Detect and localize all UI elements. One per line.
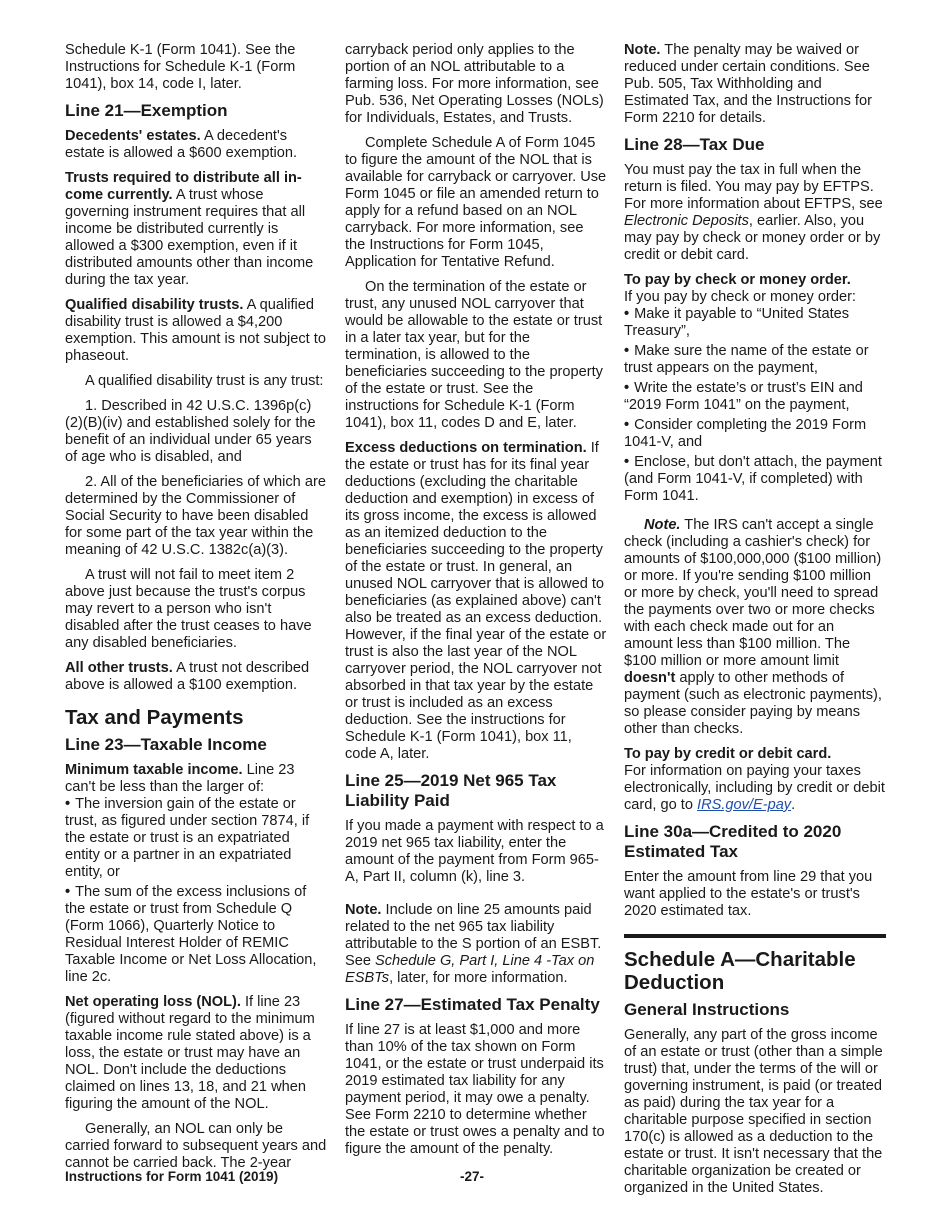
minimum-income-text: Line 23 can't be less than the larger of: [65,762,295,795]
check-bullet-1: • Make it payable to “United States Treasury”, [624,306,886,340]
heading-line-21: Line 21—Exemption [65,101,228,120]
nol-paragraph [65,994,327,1113]
excess-deductions-text: If the estate or trust has for its final year deductions (excluding the charitable deduction and exemption) in excess of its gross income, the excess is allowed as an itemized deduction to the beneficiaries succeeding to the property of the estate or trust. In general, an unused NOL carryover that is allowed to beneficiaries (as explained above) can't also be treated as an excess deduction. However, if the final year of the estate or trust is also the last year of the NOL carryover period, the NOL carryover not absorbed in that tax year by the estate or trust is included as an excess deduction. See the instructions for Schedule K-1 (Form 1041), box 11, code A, later. [345,440,607,762]
tax-due-reference: Electronic Deposits [624,213,749,229]
check-bullet-5: • Enclose, but don't attach, the payment (and Form 1041-V, if completed) with Form 1041. [624,454,886,505]
irs-note-lead: Note. [644,517,681,533]
other-trusts-text: A trust not described above is allowed a $100 exemption. [65,660,310,693]
card-heading: To pay by credit or debit card. [624,746,832,762]
irs-note [624,517,886,738]
line-25-note-lead: Note. [345,902,382,918]
heading-line-27: Line 27—Estimated Tax Penalty [345,995,600,1014]
qdt-item-1: 1. Described in 42 U.S.C. 1396p(c)(2)(B)(iv) and established solely for the benefit of an individual under 65 years of age who is disabled, and [65,398,316,465]
qdt-lead: Qualified disability trusts. [65,297,244,313]
heading-line-25: Line 25—2019 Net 965 Tax Liability Paid [345,771,557,810]
other-trusts-lead: All other trusts. [65,660,173,676]
irs-note-bold: doesn't [624,670,676,686]
nol-carry-paragraph: Generally, an NOL can only be carried forward to subsequent years and cannot be carried back. The 2-year [65,1121,327,1171]
qdt-item-2: 2. All of the beneficiaries of which are determined by the Commissioner of Social Security to have been disabled for some part of the tax year within the meaning of 42 U.S.C. 1382c(a)(3). [65,474,326,558]
page-number: -27- [460,1169,485,1184]
nol-text: If line 23 (figured without regard to the minimum taxable income rule stated above) is a loss, the estate or trust may have an NOL. Don't include the deductions claimed on lines 13, 18, and 21 when figuring the amount of the NOL. [65,994,315,1112]
heading-line-28: Line 28—Tax Due [624,135,765,154]
qdt-any-paragraph: A qualified disability trust is any trust: [85,373,324,389]
line-25-note-text-1: Include on line 25 amounts paid related to the net 965 tax liability attributable to the S portion of an ESBT. See [345,902,602,969]
penalty-note-text: The penalty may be waived or reduced under certain conditions. See Pub. 505, Tax Withholding and Estimated Tax, and the Instructions for Form 2210 for details. [624,42,872,126]
intro-paragraph: Schedule K-1 (Form 1041). See the Instructions for Schedule K-1 (Form 1041), box 14, code I, later. [65,42,296,92]
qdt-text: A qualified disability trust is allowed a $4,200 exemption. This amount is not subject to phaseout. [65,297,326,364]
heading-general-instructions: General Instructions [624,1000,790,1019]
qdt-paragraph [65,297,327,365]
line-30a-paragraph: Enter the amount from line 29 that you want applied to the estate's or trust's 2020 estimated tax. [624,869,873,919]
column-3 [624,42,886,1205]
carryback-paragraph: carryback period only applies to the portion of an NOL attributable to a farming loss. For more information, see Pub. 536, Net Operating Losses (NOLs) for Individuals, Estates, and Trusts. [345,42,604,126]
card-text: For information on paying your taxes electronically, including by credit or debit card, go to [624,763,885,813]
trusts-required-paragraph [65,170,327,289]
column-2 [345,42,607,1166]
line-25-paragraph: If you made a payment with respect to a 2019 net 965 tax liability, enter the amount of the payment from Form 965-A, Part II, column (k), line 3. [345,818,604,885]
check-bullet-4: • Consider completing the 2019 Form 1041-V, and [624,417,886,451]
check-heading: To pay by check or money order. [624,272,851,288]
heading-line-30a: Line 30a—Credited to 2020 Estimated Tax [624,822,842,861]
check-bullet-2: • Make sure the name of the estate or trust appears on the payment, [624,343,886,377]
check-bullet-3: • Write the estate’s or trust’s EIN and “2019 Form 1041” on the payment, [624,380,886,414]
tax-due-paragraph [624,162,886,264]
line-25-note-text-2: , later, for more information. [389,970,568,986]
tax-due-text-2: , earlier. Also, you may pay by check or money order or by credit or debit card. [624,213,881,263]
penalty-note-lead: Note. [624,42,661,58]
epay-link[interactable]: IRS.gov/E-pay [697,797,792,813]
tax-due-text-1: You must pay the tax in full when the return is filed. You may pay by EFTPS. For more information about EFTPS, see [624,162,883,212]
decedents-text: A decedent's estate is allowed a $600 exemption. [65,128,298,161]
decedents-paragraph [65,128,327,162]
nol-lead: Net operating loss (NOL). [65,994,241,1010]
qdt-fail-paragraph: A trust will not fail to meet item 2 above just because the trust's corpus may revert to a person who isn't disabled after the trust ceases to have any disabled beneficiaries. [65,567,312,651]
heading-line-23: Line 23—Taxable Income [65,735,267,754]
section-divider [624,934,886,938]
line-27-paragraph: If line 27 is at least $1,000 and more than 10% of the tax shown on Form 1041, or the estate or trust underpaid its 2019 estimated tax liability for any payment period, it may owe a penalty. See Form 2210 to determine whether the estate or trust owes a penalty and to figure the amount of the penalty. [345,1022,605,1157]
irs-note-text-2: apply to other methods of payment (such as electronic payments), so please consider paying by means other than checks. [624,670,882,737]
minimum-income-paragraph [65,762,327,796]
other-trusts-paragraph [65,660,327,694]
column-1 [65,42,327,1180]
card-paragraph [624,763,886,814]
heading-tax-and-payments: Tax and Payments [65,706,244,729]
excess-deductions-lead: Excess deductions on termination. [345,440,587,456]
line-25-note-reference: Schedule G, Part I, Line 4 -Tax on ESBTs [345,953,595,986]
general-instructions-paragraph: Generally, any part of the gross income of an estate or trust (other than a simple trust) that, under the terms of the will or governing instrument, is paid (or treated as paid) during the tax year for a charitable purpose specified in section 170(c) is allowed as a deduction to the estate or trust. It isn't necessary that the charitable organization be created or organized in the United States. [624,1027,883,1196]
decedents-lead: Decedents' estates. [65,128,201,144]
footer-form-title: Instructions for Form 1041 (2019) [65,1169,279,1184]
card-end: . [791,797,796,813]
penalty-note [624,42,886,127]
irs-note-text-1: The IRS can't accept a single check (including a cashier's check) for amounts of $100,000,000 ($100 million) or more. If you're sending $100 million or more by check, you'll need to spread the payments over two or more checks with each check made out for an amount less than $100 million. The $100 million or more amount limit [624,517,882,669]
minimum-bullet-2: • The sum of the excess inclusions of the estate or trust from Schedule Q (Form 1066), Quarterly Notice to Residual Interest Holder of REMIC Taxable Income or Net Loss Allocation, line 2c. [65,884,327,986]
trusts-required-lead: Trusts required to distribute all income currently. [65,170,302,203]
excess-deductions-paragraph [345,440,607,763]
minimum-bullet-1: • The inversion gain of the estate or trust, as figured under section 7874, if the estate or trust is an expatriated entity or a partner in an expatriated entity, or [65,796,327,881]
check-intro: If you pay by check or money order: [624,289,856,305]
schedule-a-paragraph: Complete Schedule A of Form 1045 to figure the amount of the NOL that is available for carryback or carryover. Use Form 1045 or file an amended return to apply for a refund based on an NOL carryback. For more information, see the Instructions for Form 1045, Application for Tentative Refund. [345,135,607,270]
termination-paragraph: On the termination of the estate or trust, any unused NOL carryover that would be allowable to the estate or trust in a later tax year, but for the termination, is allowed to the beneficiaries succeeding to the property of the estate or trust. See the instructions for Schedule K-1 (Form 1041), box 11, codes D and E, later. [345,279,603,431]
trusts-required-text: A trust whose governing instrument requires that all income be distributed currently is allowed a $300 exemption, even if it distributed amounts other than income during the tax year. [65,187,314,288]
minimum-income-lead: Minimum taxable income. [65,762,243,778]
line-25-note [345,902,607,987]
heading-schedule-a: Schedule A—Charitable Deduction [624,948,856,994]
